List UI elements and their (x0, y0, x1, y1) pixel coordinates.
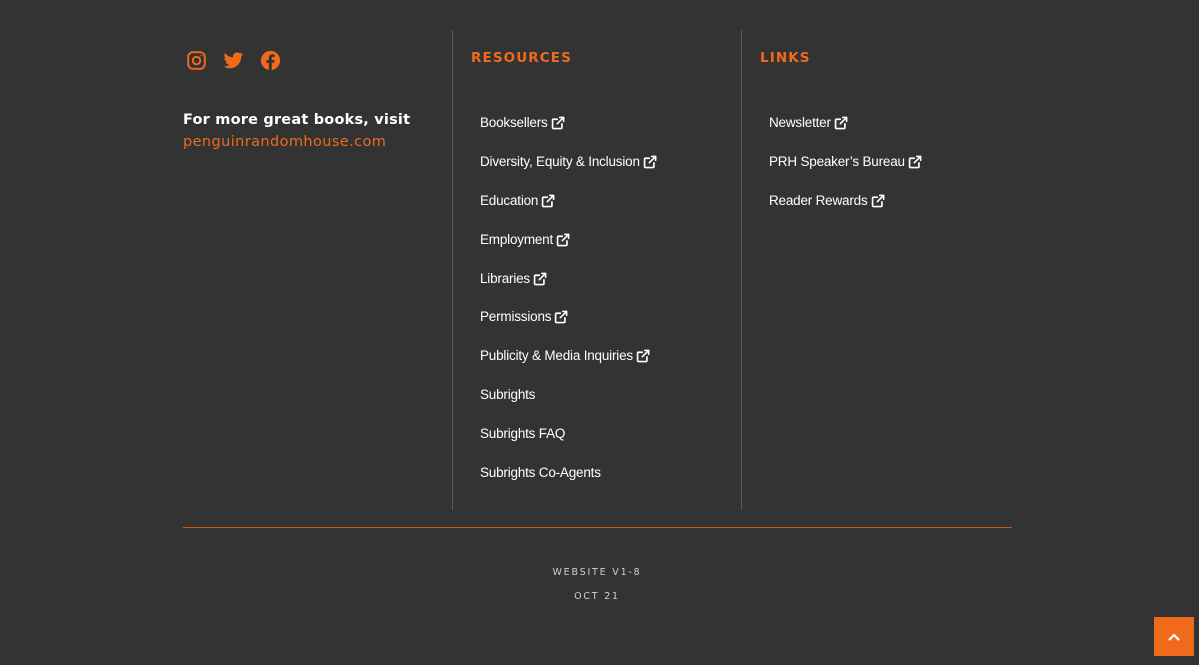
list-item (480, 112, 657, 151)
column-divider (741, 30, 742, 510)
link-label: Permissions (480, 309, 552, 325)
list-item (480, 268, 657, 307)
link-label: Booksellers (480, 115, 548, 130)
link-label: Libraries (480, 270, 530, 286)
link-label: Diversity, Equity & Inclusion (480, 153, 640, 169)
link-label: Subrights (480, 387, 536, 403)
version-date: OCT 21 (574, 591, 620, 602)
footer-separator (183, 527, 1012, 528)
column-divider (452, 30, 453, 510)
list-item (480, 229, 657, 268)
chevron-up-icon (1167, 630, 1181, 644)
link-diversity-equity-inclusion[interactable] (480, 151, 657, 173)
facebook-icon (260, 50, 281, 71)
link-label: Subrights FAQ (480, 426, 566, 442)
link-libraries[interactable] (480, 268, 547, 290)
list-item (769, 190, 922, 229)
instagram-link[interactable] (186, 50, 207, 71)
links-list (769, 112, 922, 229)
link-booksellers[interactable] (480, 112, 565, 134)
link-permissions[interactable] (480, 306, 568, 328)
list-item (480, 190, 657, 229)
link-label: Publicity & Media Inquiries (480, 348, 633, 364)
link-employment[interactable] (480, 229, 570, 251)
link-label: Education (480, 192, 539, 208)
link-prh-speaker-s-bureau[interactable] (769, 151, 922, 173)
list-item (480, 384, 657, 423)
link-label: PRH Speaker’s Bureau (769, 153, 905, 169)
link-label: Subrights Co-Agents (480, 465, 601, 481)
link-education[interactable] (480, 190, 555, 212)
external-link-icon (908, 155, 922, 169)
resources-heading: RESOURCES (471, 50, 572, 66)
list-item (480, 462, 657, 501)
list-item (769, 151, 922, 190)
list-item (480, 151, 657, 190)
link-reader-rewards[interactable] (769, 190, 885, 212)
external-link-icon (541, 194, 555, 208)
external-link-icon (871, 194, 885, 208)
external-link-icon (533, 272, 547, 286)
instagram-icon (186, 50, 207, 71)
social-links (186, 50, 281, 71)
back-to-top-button[interactable] (1154, 617, 1194, 656)
promo-text: For more great books, visit (183, 112, 411, 128)
link-label: Employment (480, 231, 554, 247)
resources-list (480, 112, 657, 501)
list-item (480, 306, 657, 345)
external-link-icon (643, 155, 657, 169)
link-publicity-media-inquiries[interactable] (480, 345, 650, 367)
list-item (480, 345, 657, 384)
external-link-icon (551, 116, 565, 130)
link-subrights-co-agents[interactable] (480, 462, 601, 484)
external-link-icon (834, 116, 848, 130)
list-item (480, 423, 657, 462)
prh-website-link[interactable]: penguinrandomhouse.com (183, 134, 387, 150)
facebook-link[interactable] (260, 50, 281, 71)
promo-block (183, 110, 443, 154)
twitter-link[interactable] (223, 50, 244, 71)
external-link-icon (556, 233, 570, 247)
link-subrights[interactable] (480, 384, 535, 406)
twitter-icon (223, 50, 244, 71)
external-link-icon (636, 349, 650, 363)
link-newsletter[interactable] (769, 112, 848, 134)
link-label: Reader Rewards (769, 192, 868, 208)
list-item (769, 112, 922, 151)
link-label: Newsletter (769, 115, 831, 130)
external-link-icon (554, 310, 568, 324)
links-heading: LINKS (760, 50, 811, 66)
website-version: WEBSITE V1-8 (552, 567, 642, 578)
link-subrights-faq[interactable] (480, 423, 565, 445)
